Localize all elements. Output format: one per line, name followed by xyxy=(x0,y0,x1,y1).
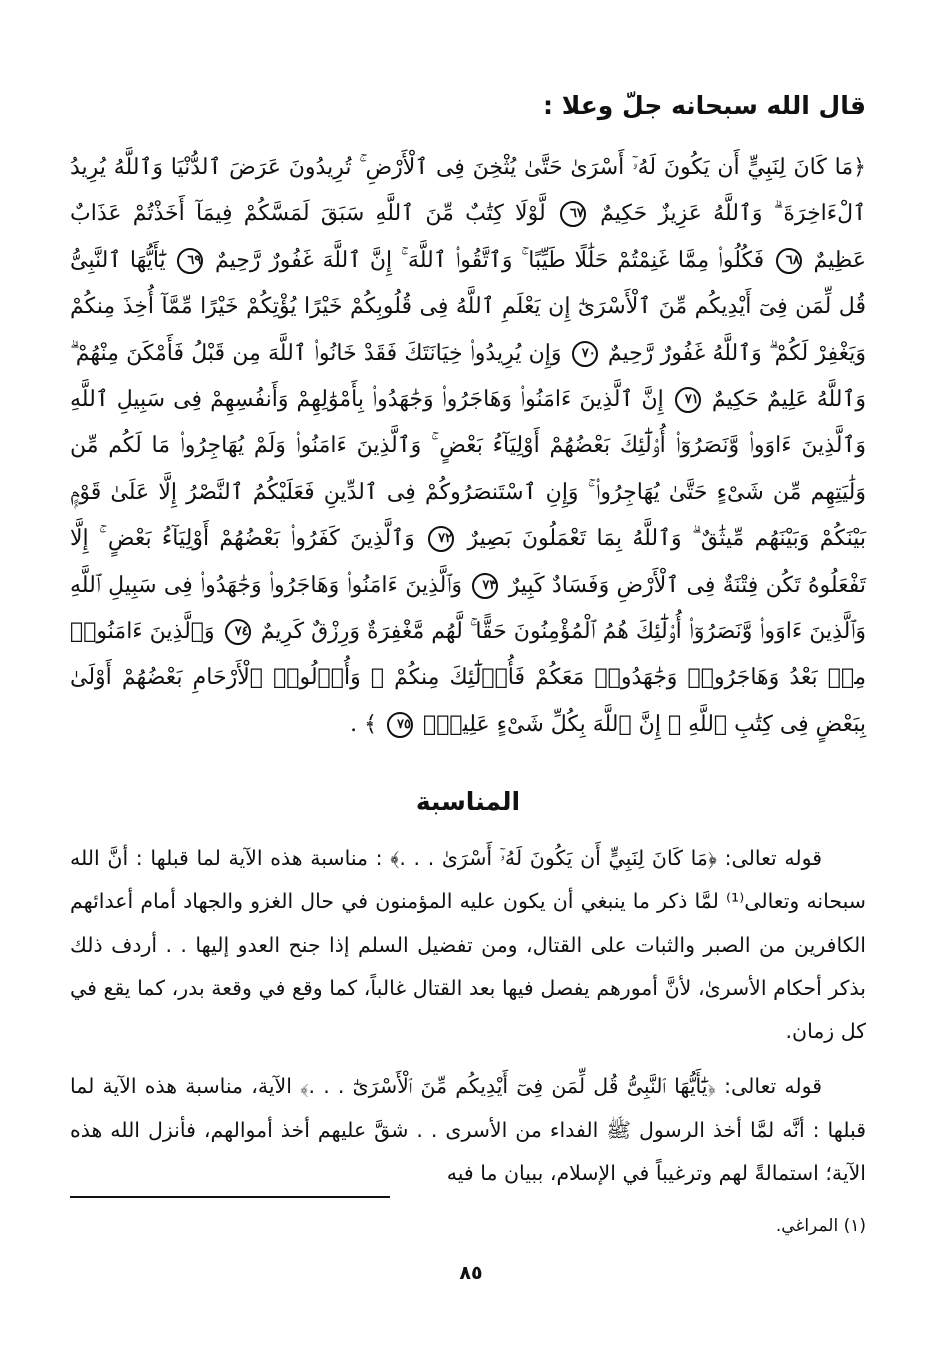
verse-text: وَٱلَّذِينَ ءَامَنُوا۟ مِنۢ بَعْدُ وَهَاجَرُوا۟ وَجَٰهَدُوا۟ مَعَكُمْ فَأُو۟لَٰٓئِكَ مِنكُمْ ۚ وَأُو۟لُوا۟ ٱلْأَرْحَامِ بَعْضُهُمْ أَوْلَىٰ بِبَعْضٍ فِى كِتَٰبِ ٱللَّهِ ۗ إِنَّ ٱللَّهَ بِكُلِّ شَىْءٍ عَلِيمٌۢ xyxy=(70,619,866,737)
verse-number: ٧٠ xyxy=(572,341,598,367)
paragraph: قوله تعالى: ﴿يَٰٓأَيُّهَا ٱلنَّبِىُّ قُل لِّمَن فِىٓ أَيْدِيكُم مِّنَ ٱلْأَسْرَىٰٓ . . .﴾ الآية، مناسبة هذه الآية لما قبلها : أنَّه لمَّا أخذ الرسول ﷺ الفداء من الأسرى . . شقَّ عليهم أخذ أموالهم، فأنزل الله هذه الآية؛ استمالةً لهم وترغيباً في الإسلام، ببيان ما فيه xyxy=(70,1074,866,1185)
verse-text: إِنَّ ٱلَّذِينَ ءَامَنُوا۟ وَهَاجَرُوا۟ وَجَٰهَدُوا۟ بِأَمْوَٰلِهِمْ وَأَنفُسِهِمْ فِى سَبِيلِ ٱللَّهِ وَٱلَّذِينَ ءَاوَوا۟ وَّنَصَرُوٓا۟ أُو۟لَٰٓئِكَ بَعْضُهُمْ أَوْلِيَآءُ بَعْضٍ ۚ وَٱلَّذِينَ ءَامَنُوا۟ وَلَمْ يُهَاجِرُوا۟ مَا لَكُم مِّن وَلَٰيَتِهِم مِّن شَىْءٍ حَتَّىٰ يُهَاجِرُوا۟ ۚ وَإِنِ ٱسْتَنصَرُوكُمْ فِى ٱلدِّينِ فَعَلَيْكُمُ ٱلنَّصْرُ إِلَّا عَلَىٰ قَوْمٍۭ بَيْنَكُمْ وَبَيْنَهُم مِّيثَٰقٌ ۗ وَٱللَّهُ بِمَا تَعْمَلُونَ بَصِيرٌ xyxy=(70,387,866,552)
paragraph: قوله تعالى: ﴿مَا كَانَ لِنَبِيٍّ أَن يَكُونَ لَهُۥٓ أَسْرَىٰ . . .﴾ : مناسبة هذه الآية لما قبلها : أنَّ الله سبحانه وتعالى⁽¹⁾ لمَّا ذكر ما ينبغي أن يكون عليه المؤمنون في حال الغزو والجهاد أمام أعدائهم الكافرين من الصبر والثبات على القتال، ومن تفضيل السلم إذا جنح العدو إليها . . أردف ذلك بذكر أحكام الأسرىٰ، لأنَّ أمورهم يفصل فيها بعد القتال غالباً، كما وقع في وقعة بدر، كما يقع في كل زمان. xyxy=(70,846,866,1044)
intro-heading: قال الله سبحانه جلّ وعلا : xyxy=(543,91,866,120)
verse-text: وَٱلَّذِينَ كَفَرُوا۟ بَعْضُهُمْ أَوْلِيَآءُ بَعْضٍ ۚ إِلَّا تَفْعَلُوهُ تَكُن فِتْنَةٌ فِى ٱلْأَرْضِ وَفَسَادٌ كَبِيرٌ xyxy=(70,526,867,598)
quran-verses xyxy=(70,145,866,748)
section-title: المناسبة xyxy=(415,787,521,817)
verse-text: ﴿مَا كَانَ لِنَبِيٍّ أَن يَكُونَ لَهُۥٓ أَسْرَىٰ حَتَّىٰ يُثْخِنَ فِى ٱلْأَرْضِ ۚ تُرِيدُونَ عَرَضَ ٱلدُّنْيَا وَٱللَّهُ يُرِيدُ ٱلْءَاخِرَةَ ۗ وَٱللَّهُ عَزِيزٌ حَكِيمٌ xyxy=(70,155,867,227)
verses-closing-bracket: ﴾ . xyxy=(350,711,378,737)
verse-number: ٧١ xyxy=(675,387,701,413)
verse-number: ٧٥ xyxy=(387,712,413,738)
verse-text: يَٰٓأَيُّهَا ٱلنَّبِىُّ قُل لِّمَن فِىٓ أَيْدِيكُم مِّنَ ٱلْأَسْرَىٰٓ إِن يَعْلَمِ ٱللَّهُ فِى قُلُوبِكُمْ خَيْرًا يُؤْتِكُمْ خَيْرًا مِّمَّآ أُخِذَ مِنكُمْ وَيَغْفِرْ لَكُمْ ۗ وَٱللَّهُ غَفُورٌ رَّحِيمٌ xyxy=(70,247,866,366)
verse-number: ٦٧ xyxy=(560,201,586,227)
verse-number: ٧٢ xyxy=(428,526,454,552)
verse-number: ٦٩ xyxy=(177,248,203,274)
footnote: (١) المراغي. xyxy=(775,1216,866,1236)
verse-text: وَٱلَّذِينَ ءَامَنُوا۟ وَهَاجَرُوا۟ وَجَٰهَدُوا۟ فِى سَبِيلِ ٱللَّهِ وَٱلَّذِينَ ءَاوَوا۟ وَّنَصَرُوٓا۟ أُو۟لَٰٓئِكَ هُمُ ٱلْمُؤْمِنُونَ حَقًّا ۚ لَّهُم مَّغْفِرَةٌ وَرِزْقٌ كَرِيمٌ xyxy=(70,572,866,645)
page-body xyxy=(70,88,866,1338)
verse-text: فَكُلُوا۟ مِمَّا غَنِمْتُمْ حَلَٰلًا طَيِّبًا ۚ وَٱتَّقُوا۟ ٱللَّهَ ۚ إِنَّ ٱللَّهَ غَفُورٌ رَّحِيمٌ xyxy=(215,247,765,273)
verse-number: ٧٣ xyxy=(472,573,498,599)
page-number: ٨٥ xyxy=(459,1262,483,1284)
verse-number: ٦٨ xyxy=(776,248,802,274)
verse-number: ٧٤ xyxy=(225,619,251,645)
footnote-divider xyxy=(70,1196,390,1198)
verse-text: وَإِن يُرِيدُوا۟ خِيَانَتَكَ فَقَدْ خَانُوا۟ ٱللَّهَ مِن قَبْلُ فَأَمْكَنَ مِنْهُمْ ۗ وَٱللَّهُ عَلِيمٌ حَكِيمٌ xyxy=(70,340,866,413)
verse-text: لَّوْلَا كِتَٰبٌ مِّنَ ٱللَّهِ سَبَقَ لَمَسَّكُمْ فِيمَآ أَخَذْتُمْ عَذَابٌ عَظِيمٌ xyxy=(70,201,866,273)
